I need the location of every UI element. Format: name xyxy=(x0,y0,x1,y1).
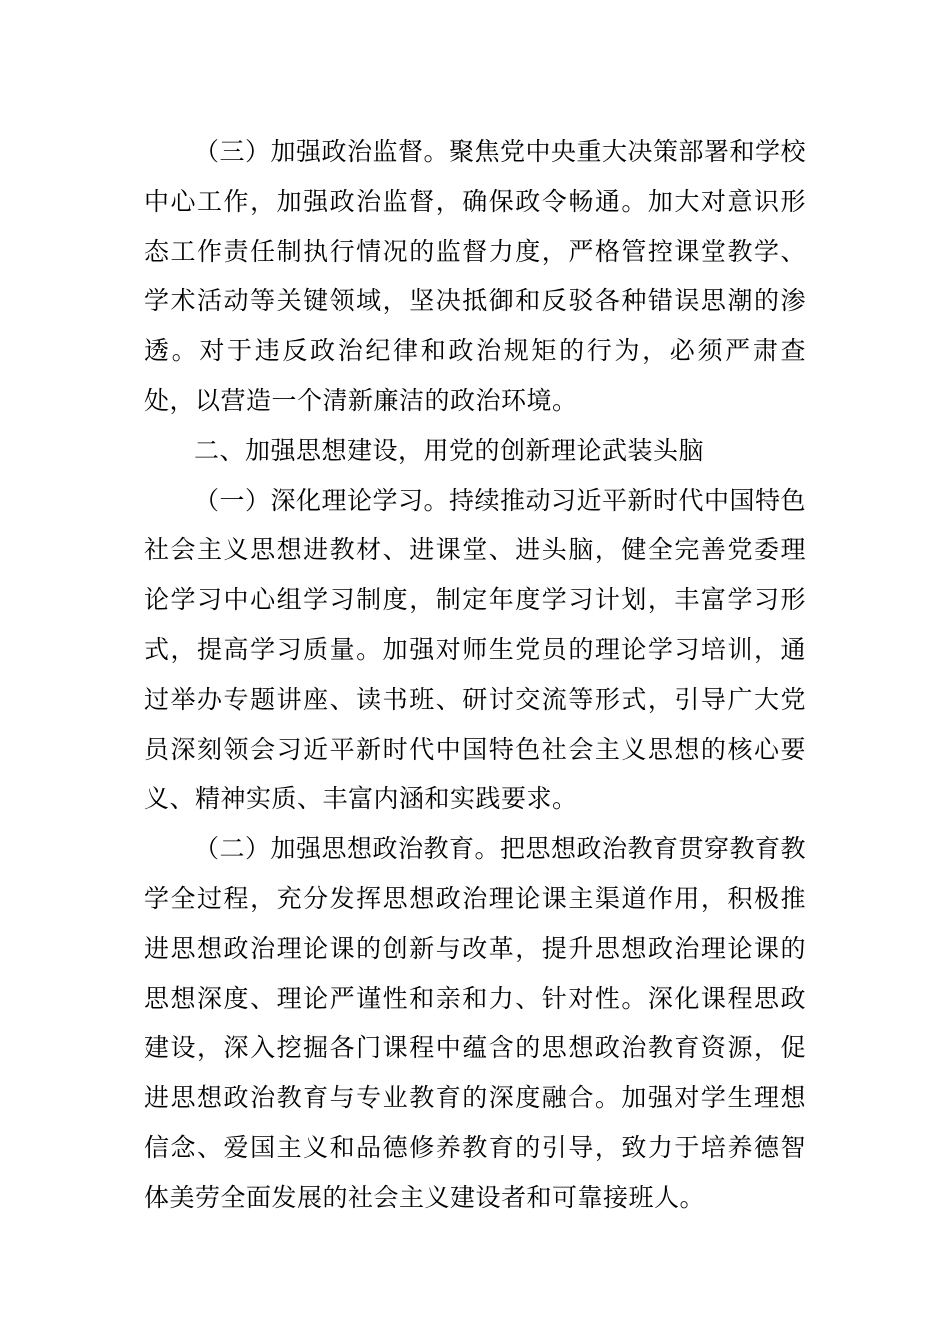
section-heading-ideological-building: 二、加强思想建设，用党的创新理论武装头脑 xyxy=(194,435,705,465)
paragraph-ideological-education: （二）加强思想政治教育。把思想政治教育贯穿教育教学全过程，充分发挥思想政治理论课主渠道作用，积极推进思想政治理论课的创新与改革，提升思想政治理论课的思想深度、理论严谨性和亲和力、针对性。深化课程思政建设，深入挖掘各门课程中蕴含的思想政治教育资源，促进思想政治教育与专业教育的深度融合。加强对学生理想信念、爱国主义和品德修养教育的引导，致力于培养德智体美劳全面发展的社会主义建设者和可靠接班人。 xyxy=(144,834,807,1212)
paragraph-political-supervision: （三）加强政治监督。聚焦党中央重大决策部署和学校中心工作，加强政治监督，确保政令畅通。加大对意识形态工作责任制执行情况的监督力度，严格管控课堂教学、学术活动等关键领域，坚决抵御和反驳各种错误思潮的渗透。对于违反政治纪律和政治规矩的行为，必须严肃查处，以营造一个清新廉洁的政治环境。 xyxy=(144,137,807,415)
paragraph-theory-study: （一）深化理论学习。持续推动习近平新时代中国特色社会主义思想进教材、进课堂、进头脑，健全完善党委理论学习中心组学习制度，制定年度学习计划，丰富学习形式，提高学习质量。加强对师生党员的理论学习培训，通过举办专题讲座、读书班、研讨交流等形式，引导广大党员深刻领会习近平新时代中国特色社会主义思想的核心要义、精神实质、丰富内涵和实践要求。 xyxy=(144,485,807,814)
document-body xyxy=(144,127,806,1223)
